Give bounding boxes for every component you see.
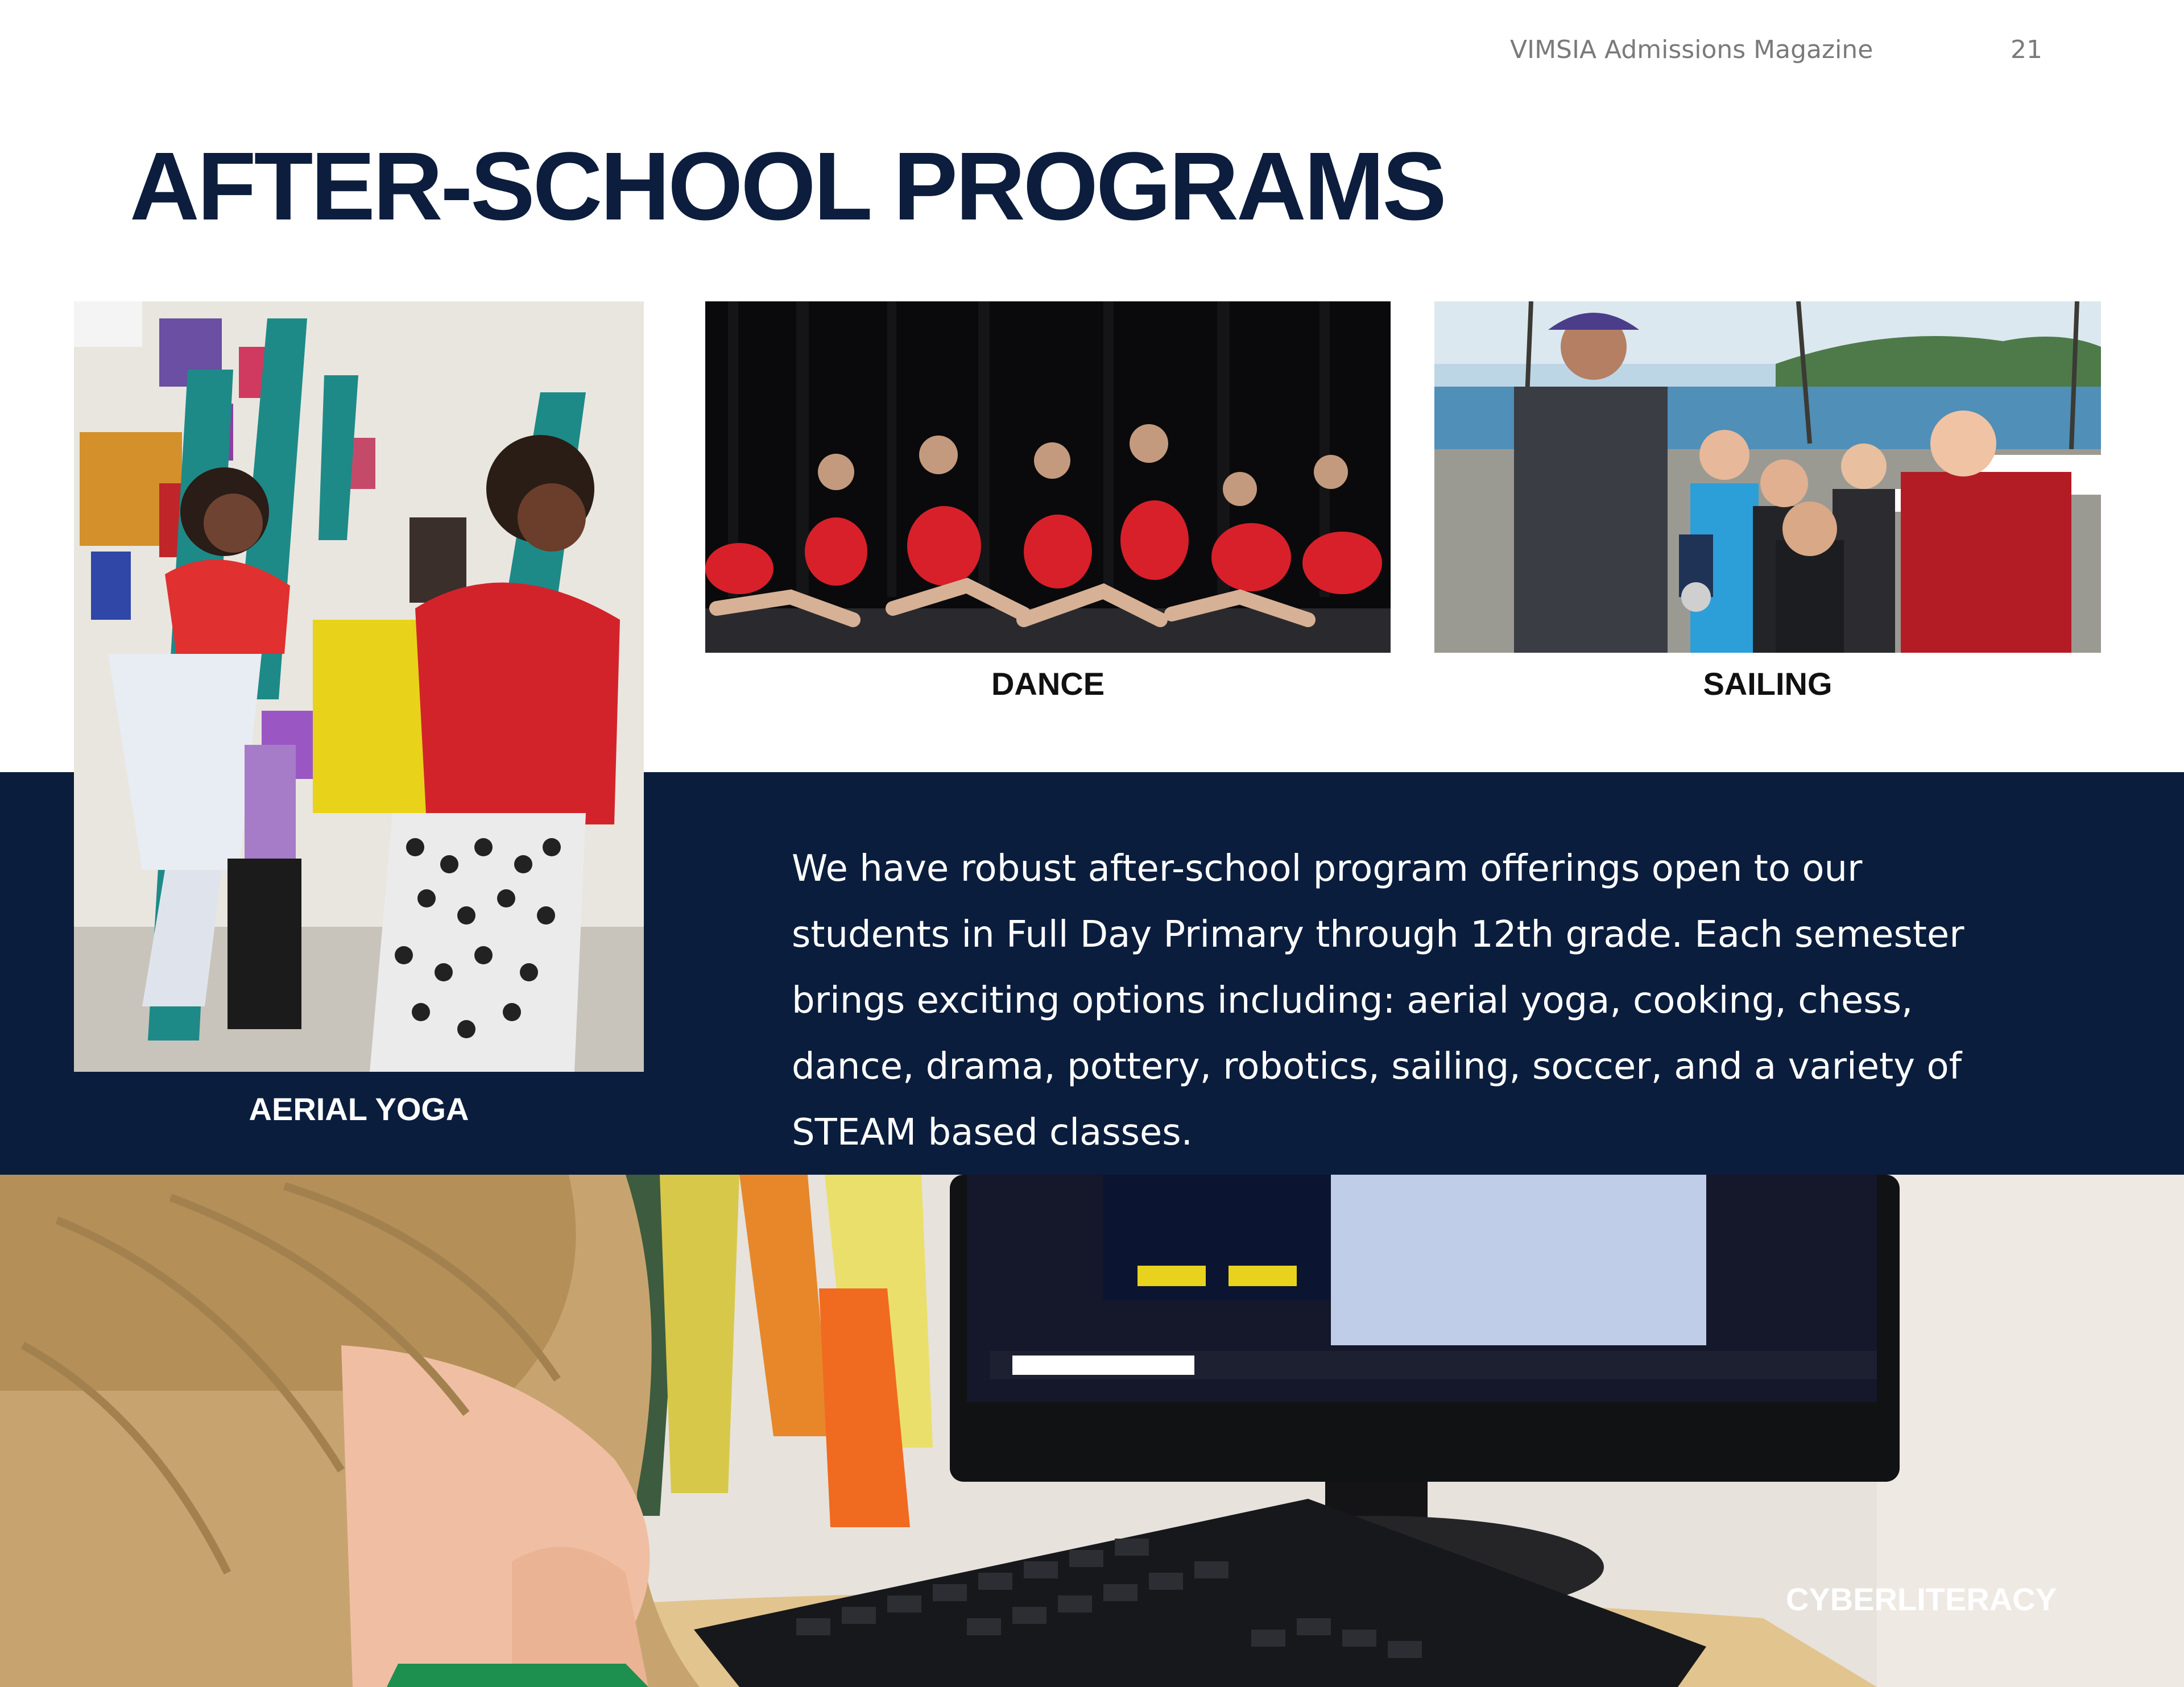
sailing-photo [1434,301,2101,653]
page-title: AFTER-SCHOOL PROGRAMS [130,132,1445,241]
publication-name: VIMSIA Admissions Magazine [1510,35,1873,64]
sailing-caption: SAILING [1703,666,1833,702]
dance-caption: DANCE [991,666,1105,702]
aerial-yoga-caption: AERIAL YOGA [249,1091,469,1127]
program-description: We have robust after-school program offerings open to our students in Full Day Primary through 12th grade. Each semester brings exciting options including: aerial yoga, cooking, chess, dance, drama, pottery, robotics, sailing, soccer, and a variety of STEAM based classes. [792,848,1964,1154]
dance-photo [705,301,1391,653]
page-number: 21 [2011,35,2042,64]
cyberliteracy-caption: CYBERLITERACY [1785,1581,2057,1617]
aerial-yoga-photo [74,301,644,1072]
